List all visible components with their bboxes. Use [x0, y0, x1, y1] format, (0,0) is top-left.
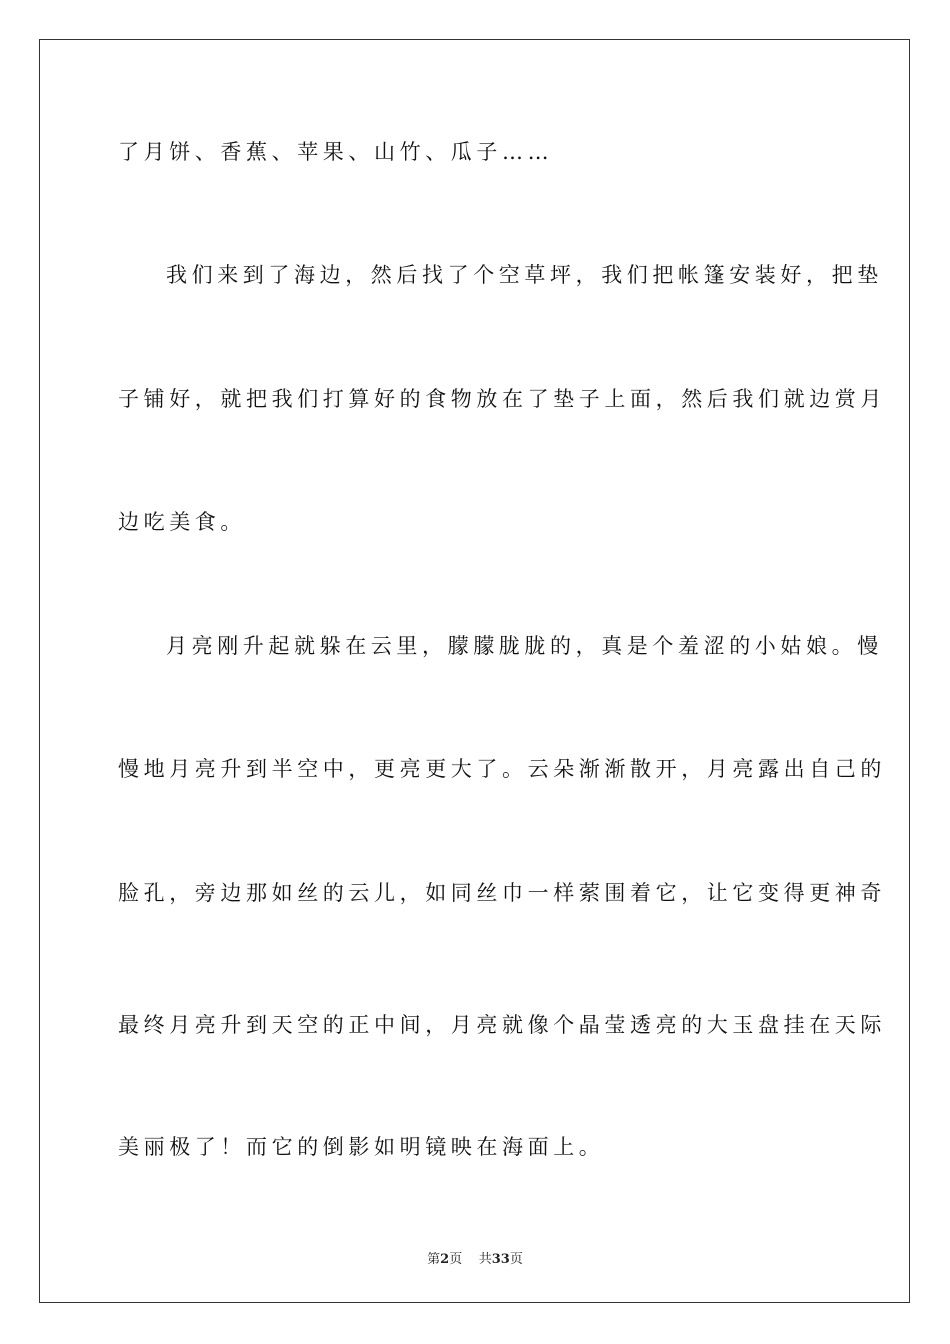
text-line-9: 美丽极了！而它的倒影如明镜映在海面上。 — [118, 1135, 605, 1159]
text-line-4: 边吃美食。 — [118, 510, 246, 534]
total-prefix: 共 — [478, 1252, 492, 1267]
text-line-5: 月亮刚升起就躲在云里，朦朦胧胧的，真是个羞涩的小姑娘。慢 — [166, 634, 883, 658]
total-pages: 33 — [491, 1252, 510, 1267]
page-prefix: 第 — [427, 1252, 441, 1267]
text-line-6: 慢地月亮升到半空中，更亮更大了。云朵渐渐散开，月亮露出自己的 — [118, 757, 886, 781]
text-line-8: 最终月亮升到天空的正中间，月亮就像个晶莹透亮的大玉盘挂在天际 — [118, 1013, 886, 1037]
page-border — [39, 39, 910, 1303]
page-suffix: 页 — [449, 1252, 463, 1267]
total-suffix: 页 — [509, 1252, 523, 1267]
page-footer — [0, 1248, 950, 1267]
text-line-3: 子铺好，就把我们打算好的食物放在了垫子上面，然后我们就边赏月 — [118, 387, 886, 411]
text-line-1: 了月饼、香蕉、苹果、山竹、瓜子…… — [118, 140, 554, 164]
text-line-7: 脸孔，旁边那如丝的云儿，如同丝巾一样萦围着它，让它变得更神奇 — [118, 881, 886, 905]
page-number: 2 — [440, 1252, 450, 1267]
text-line-2: 我们来到了海边，然后找了个空草坪，我们把帐篷安装好，把垫 — [166, 263, 883, 287]
